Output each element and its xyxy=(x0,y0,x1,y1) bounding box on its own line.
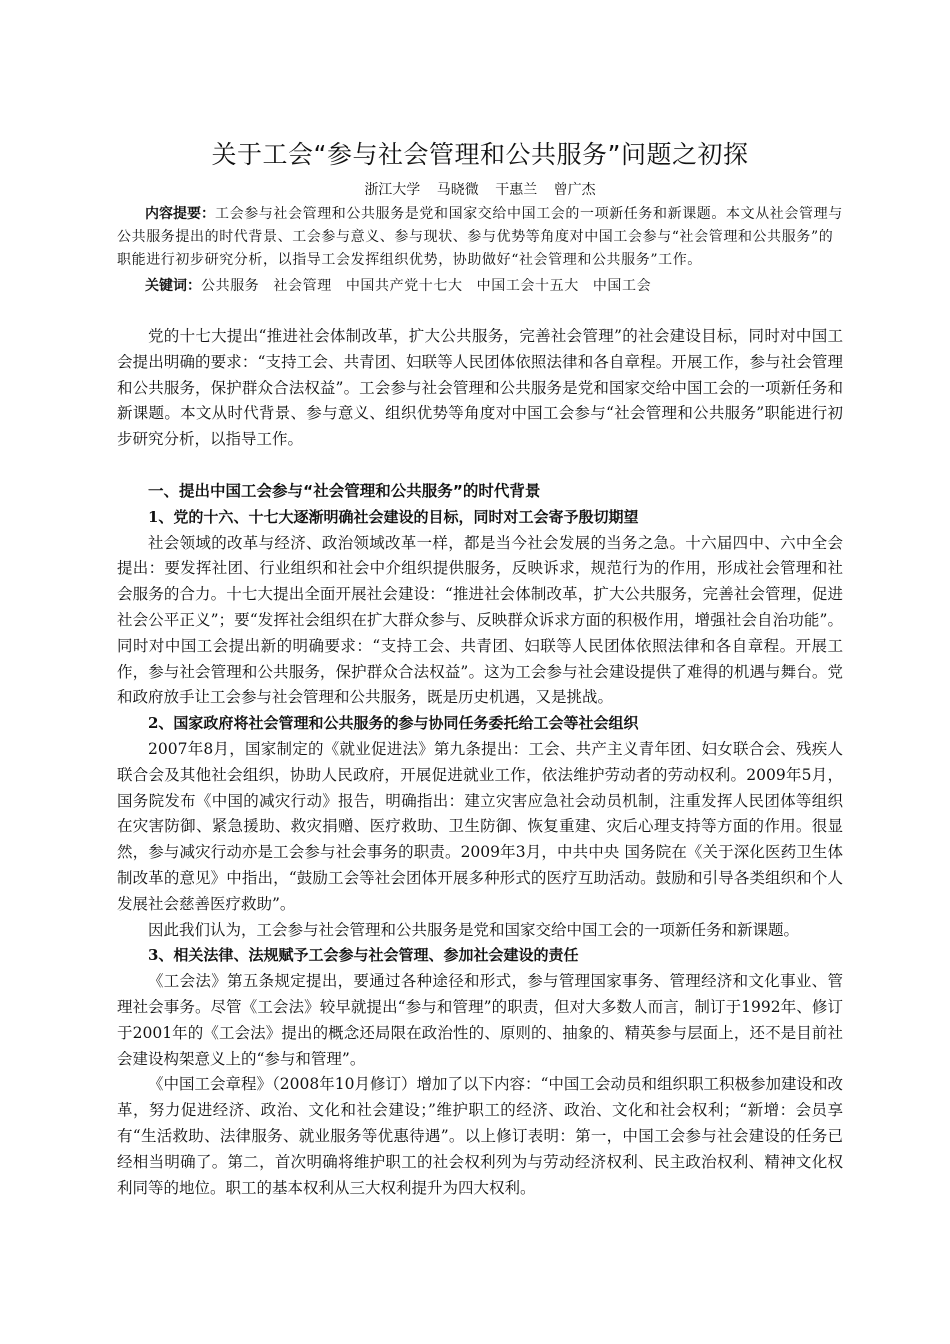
abstract xyxy=(117,203,843,272)
keyword: 中国工会十五大 xyxy=(476,278,579,294)
keywords xyxy=(117,275,843,298)
keyword: 公共服务 xyxy=(201,278,260,294)
keyword: 中国共产党十七大 xyxy=(345,278,463,294)
spacer xyxy=(117,453,843,479)
body-paragraph: 《工会法》第五条规定提出，要通过各种途径和形式，参与管理国家事务、管理经济和文化事业、管理社会事务。尽管《工会法》较早就提出“参与和管理”的职责，但对大多数人而言，制订于1992年、修订于2001年的《工会法》提出的概念还局限在政治性的、原则的、抽象的、精英参与层面上，还不是目前社会建设构架意义上的“参与和管理”。 xyxy=(117,972,843,1068)
keyword: 社会管理 xyxy=(273,278,332,294)
author-name: 曾广杰 xyxy=(553,182,596,198)
body-paragraph: 《中国工会章程》（2008年10月修订）增加了以下内容：“中国工会动员和组织职工积极参加建设和改革，努力促进经济、政治、文化和社会建设；”维护职工的经济、政治、文化和社会权利；“新增：会员享有“生活救助、法律服务、就业服务等优惠待遇”。以上修订表明：第一，中国工会参与社会建设的任务已经相当明确了。第二，首次明确将维护职工的社会权利列为与劳动经济权利、民主政治权利、精神文化权利同等的地位。职工的基本权利从三大权利提升为四大权利。 xyxy=(117,1075,843,1197)
intro-paragraph: 党的十七大提出“推进社会体制改革，扩大公共服务，完善社会管理”的社会建设目标，同时对中国工会提出明确的要求：“支持工会、共青团、妇联等人民团体依照法律和各自章程。开展工作，参与社会管理和公共服务，保护群众合法权益”。工会参与社会管理和公共服务是党和国家交给中国工会的一项新任务和新课题。本文从时代背景、参与意义、组织优势等角度对中国工会参与“社会管理和公共服务”职能进行初步研究分析，以指导工作。 xyxy=(117,327,843,449)
subsection-heading: 2、国家政府将社会管理和公共服务的参与协同任务委托给工会等社会组织 xyxy=(148,714,639,733)
spacer xyxy=(117,298,843,324)
section-heading: 一、提出中国工会参与“社会管理和公共服务”的时代背景 xyxy=(148,481,541,500)
abstract-text: 工会参与社会管理和公共服务是党和国家交给中国工会的一项新任务和新课题。本文从社会管理与公共服务提出的时代背景、工会参与意义、参与现状、参与优势等角度对中国工会参与“社会管理和公共服务”的职能进行初步研究分析，以指导工会发挥组织优势，协助做好“社会管理和公共服务”工作。 xyxy=(117,206,843,268)
author-line xyxy=(117,179,843,201)
keywords-label: 关键词： xyxy=(145,278,201,294)
subsection-heading: 1、党的十六、十七大逐渐明确社会建设的目标，同时对工会寄予殷切期望 xyxy=(148,507,639,526)
author-name: 干惠兰 xyxy=(495,182,538,198)
subsection-heading: 3、相关法律、法规赋予工会参与社会管理、参加社会建设的责任 xyxy=(148,946,579,965)
author-name: 马晓微 xyxy=(436,182,479,198)
keyword: 中国工会 xyxy=(592,278,652,294)
body-paragraph: 社会领域的改革与经济、政治领域改革一样，都是当今社会发展的当务之急。十六届四中、六中全会提出：要发挥社团、行业组织和社会中介组织提供服务，反映诉求，规范行为的作用，形成社会管理和社会服务的合力。十七大提出全面开展社会建设：“推进社会体制改革，扩大公共服务，完善社会管理，促进社会公平正义”；要“发挥社会组织在扩大群众参与、反映群众诉求方面的积极作用，增强社会自治功能”。同时对中国工会提出新的明确要求：“支持工会、共青团、妇联等人民团体依照法律和各自章程。开展工作，参与社会管理和公共服务，保护群众合法权益”。这为工会参与社会建设提供了难得的机遇与舞台。党和政府放手让工会参与社会管理和公共服务，既是历史机遇，又是挑战。 xyxy=(117,533,843,707)
document-page xyxy=(117,138,843,1201)
abstract-label: 内容提要： xyxy=(145,206,215,222)
author-affiliation: 浙江大学 xyxy=(364,182,421,198)
body-paragraph: 因此我们认为，工会参与社会管理和公共服务是党和国家交给中国工会的一项新任务和新课题。 xyxy=(148,920,800,939)
paper-title: 关于工会“参与社会管理和公共服务”问题之初探 xyxy=(211,140,749,169)
body-paragraph: 2007年8月，国家制定的《就业促进法》第九条提出：工会、共产主义青年团、妇女联合会、残疾人联合会及其他社会组织，协助人民政府，开展促进就业工作，依法维护劳动者的劳动权利。2009年5月，国务院发布《中国的减灾行动》报告，明确指出：建立灾害应急社会动员机制，注重发挥人民团体等组织在灾害防御、紧急援助、救灾捐赠、医疗救助、卫生防御、恢复重建、灾后心理支持等方面的作用。很显然，参与减灾行动亦是工会参与社会事务的职责。2009年3月，中共中央 国务院在《关于深化医药卫生体制改革的意见》中指出，“鼓励工会等社会团体开展多种形式的医疗互助活动。鼓励和引导各类组织和个人发展社会慈善医疗救助”。 xyxy=(117,739,843,913)
